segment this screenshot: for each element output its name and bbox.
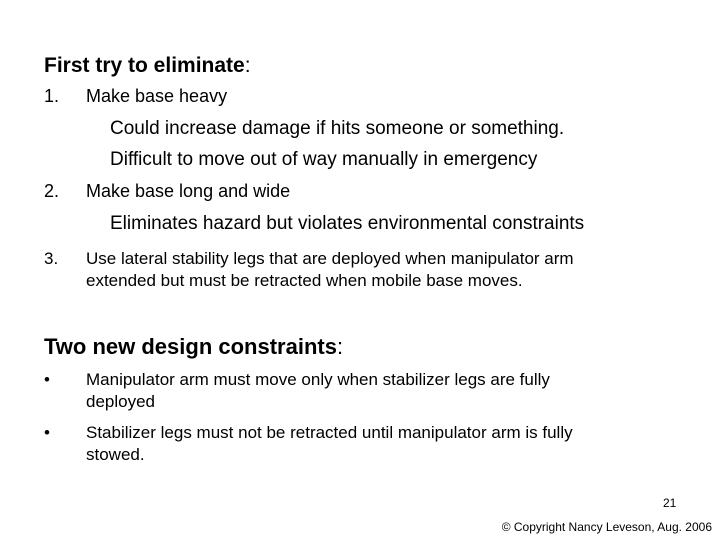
bullet-2-mark: • [44, 423, 50, 442]
page-number: 21 [663, 496, 677, 510]
item-2-text: Make base long and wide [86, 181, 291, 201]
heading-first-try [44, 54, 251, 78]
subitem-damage: Could increase damage if hits someone or something. [110, 118, 565, 139]
bullet-1-line1: Manipulator arm must move only when stabilizer legs are fully [86, 370, 550, 389]
subitem-difficult: Difficult to move out of way manually in emergency [110, 149, 538, 170]
bullet-1-line2: deployed [86, 392, 156, 411]
bullet-1-mark: • [44, 370, 50, 389]
subitem-eliminates: Eliminates hazard but violates environmental constraints [110, 213, 585, 234]
heading-design-constraints-text: Two new design constraints [44, 334, 337, 359]
bullet-2-line2: stowed. [86, 445, 145, 464]
heading-first-try-colon: : [244, 54, 251, 77]
item-1-text: Make base heavy [86, 86, 228, 106]
item-3-number: 3. [44, 249, 59, 268]
bullet-2-line1: Stabilizer legs must not be retracted until manipulator arm is fully [86, 423, 573, 442]
heading-design-constraints-colon: : [336, 334, 344, 359]
item-3-line2: extended but must be retracted when mobile base moves. [86, 271, 523, 290]
copyright: © Copyright Nancy Leveson, Aug. 2006 [501, 520, 712, 534]
heading-first-try-text: First try to eliminate [44, 54, 245, 77]
heading-design-constraints [44, 334, 343, 360]
item-3-line1: Use lateral stability legs that are deployed when manipulator arm [86, 249, 574, 268]
item-2-number: 2. [44, 181, 60, 201]
item-1-number: 1. [44, 86, 60, 106]
